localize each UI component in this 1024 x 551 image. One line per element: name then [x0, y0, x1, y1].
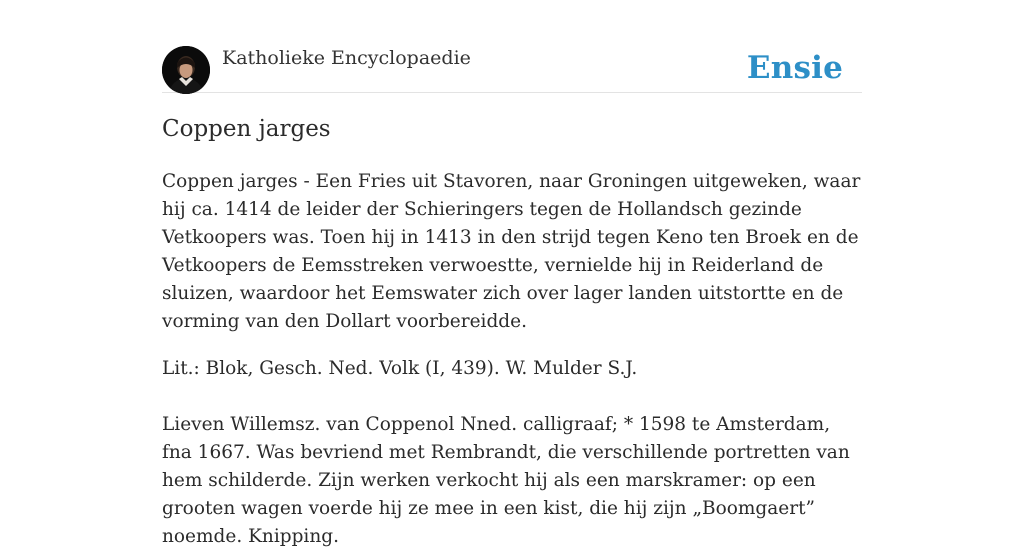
article-paragraph: Lieven Willemsz. van Coppenol Nned. calligraaf; * 1598 te Amsterdam, fna 1667. Was bevriend met Rembrandt, die verschillende portretten van hem schilderde. Zijn werken verkocht hij als een marskramer: op een grooten wagen voerde hij ze mee in een kist, die hij zijn „Boomgaert” noemde. Knipping. [162, 414, 850, 547]
avatar[interactable] [162, 46, 210, 94]
site-header [162, 46, 862, 93]
page-title: Coppen jarges [162, 116, 331, 142]
brand-logo[interactable]: Ensie [746, 50, 843, 86]
article-paragraph: Coppen jarges - Een Fries uit Stavoren, naar Groningen uitgeweken, waar hij ca. 1414 de leider der Schieringers tegen de Hollandsch gezinde Vetkoopers was. Toen hij in 1413 in den strijd tegen Keno ten Broek en de Vetkoopers de Eemsstreken verwoestte, vernielde hij in Reiderland de sluizen, waardoor het Eemswater zich over lager landen uitstortte en de vorming van den Dollart voorbereidde. [162, 171, 861, 332]
site-name[interactable]: Katholieke Encyclopaedie [222, 47, 471, 69]
article-paragraph: Lit.: Blok, Gesch. Ned. Volk (I, 439). W. Mulder S.J. [162, 358, 638, 379]
portrait-avatar-icon [162, 46, 210, 94]
